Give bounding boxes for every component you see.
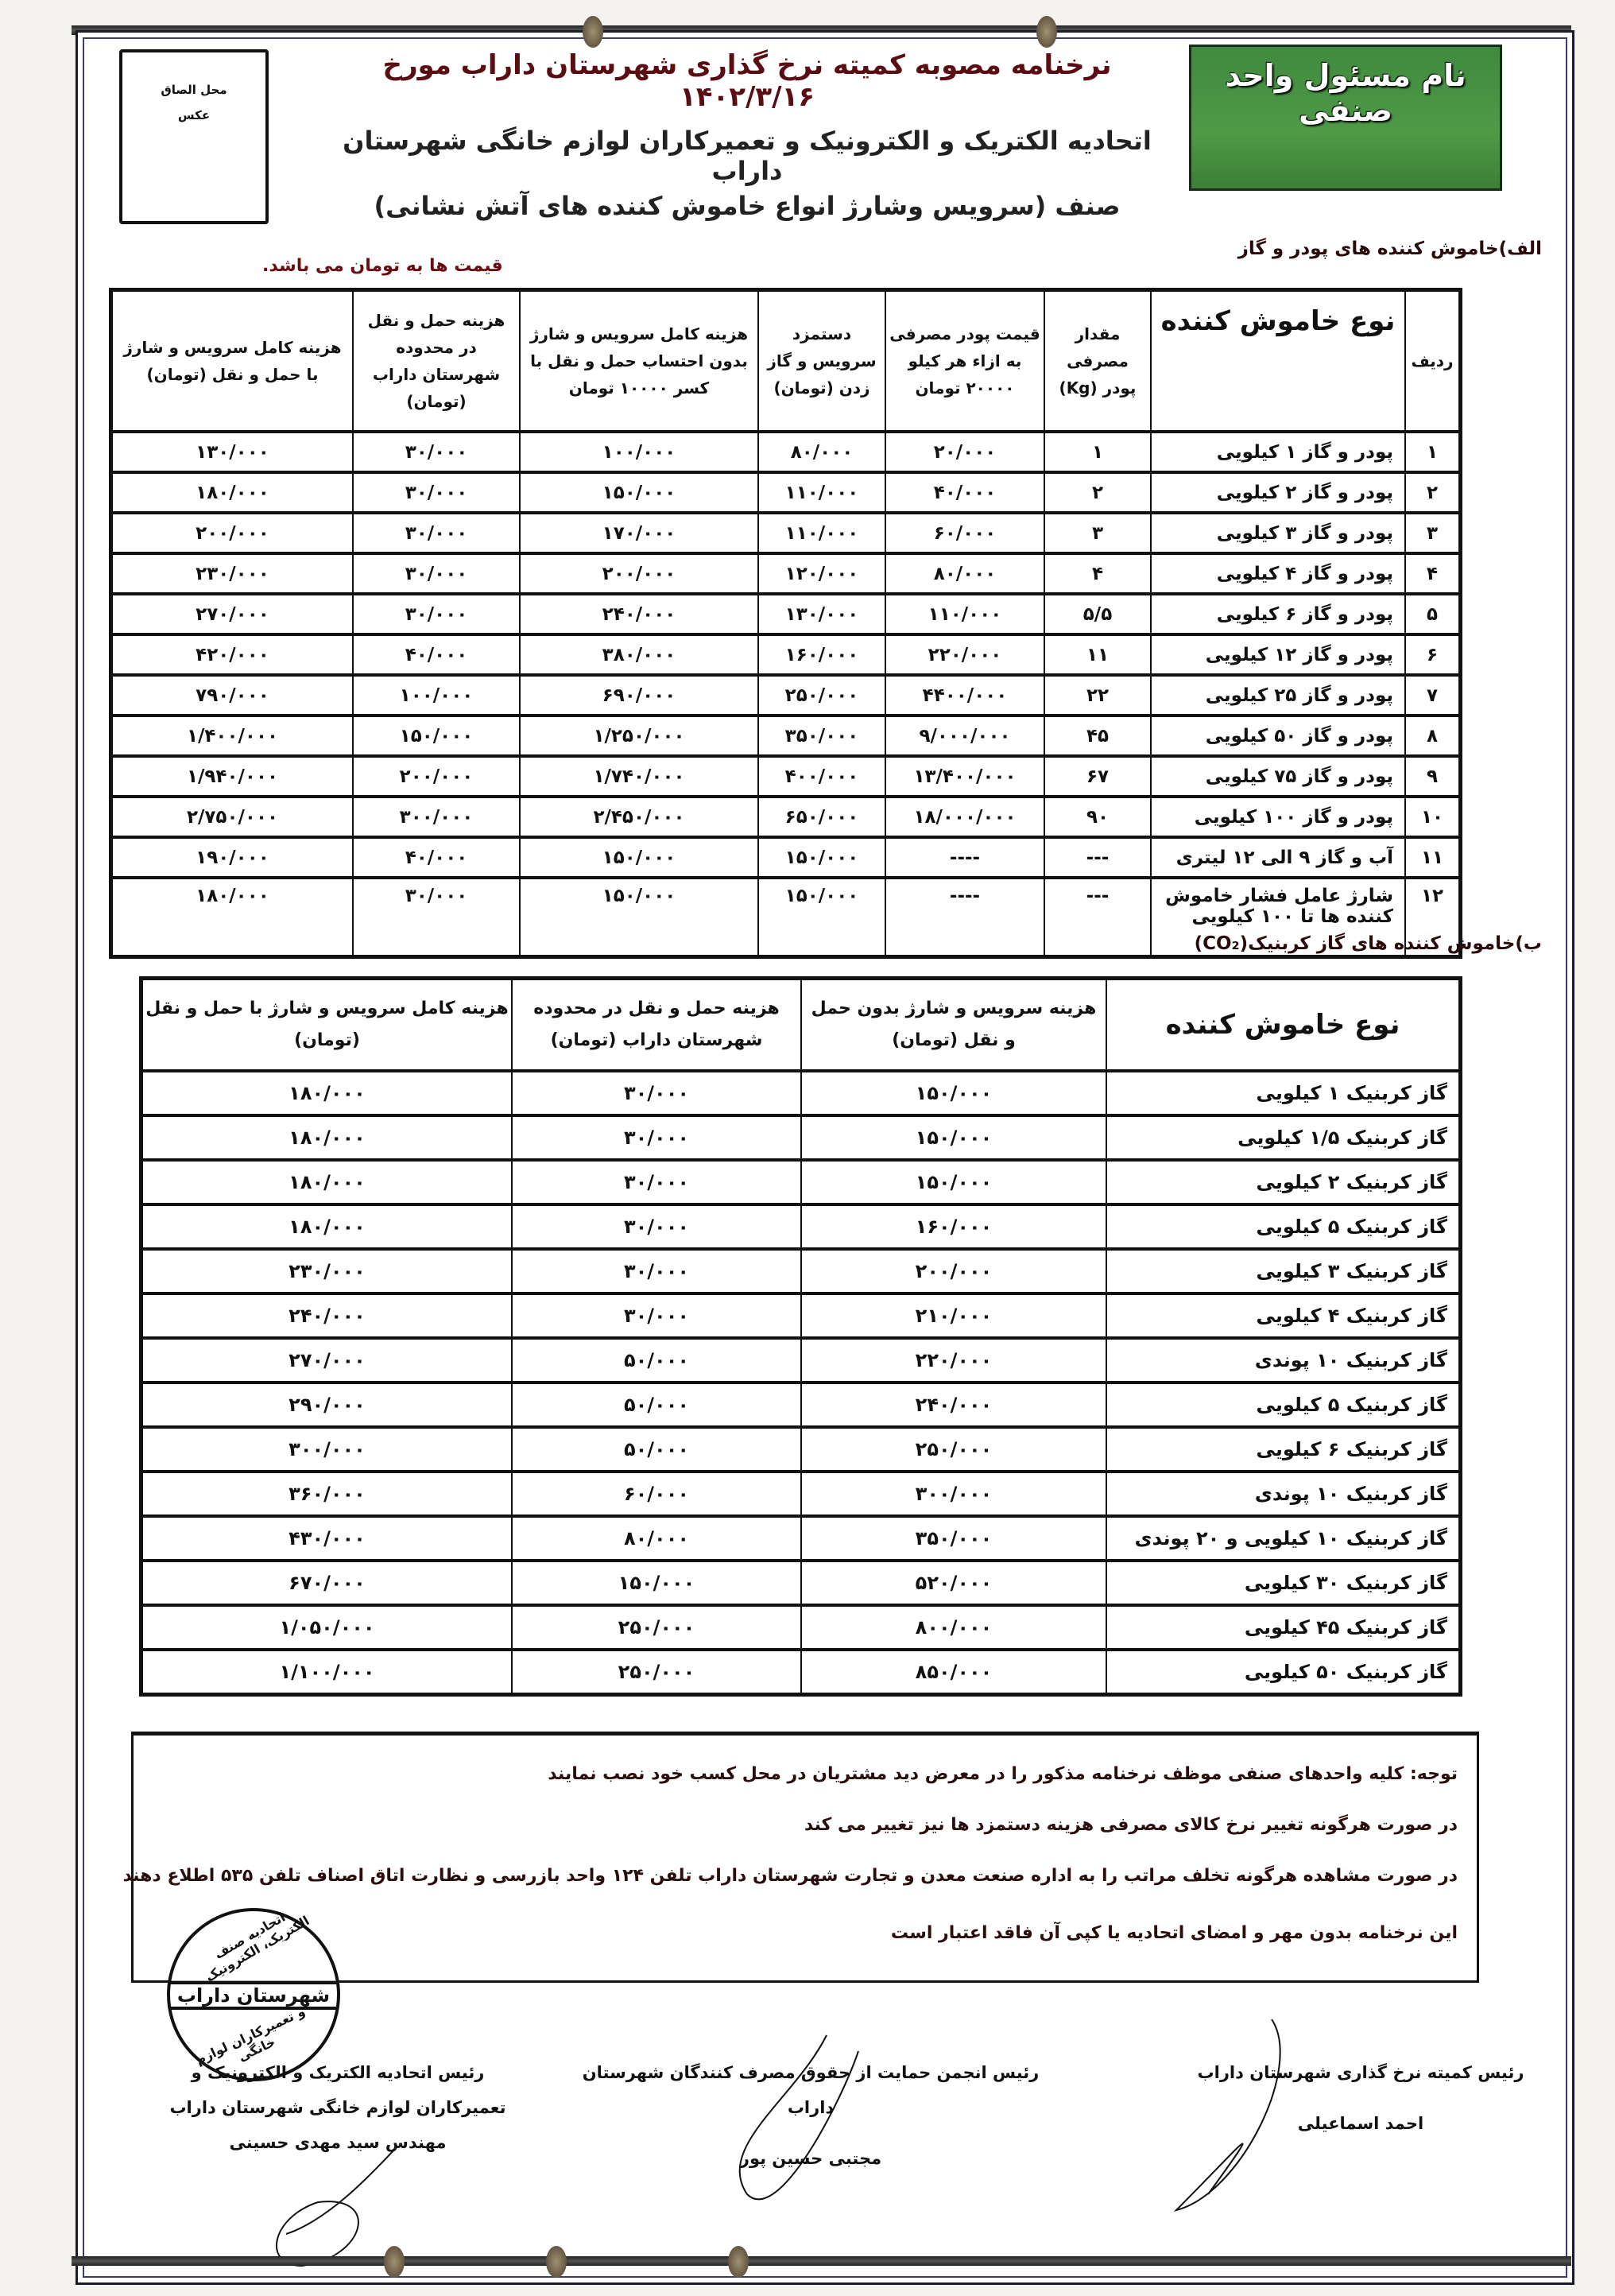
table-row (111, 756, 1461, 797)
cell-total: ۷۹۰/۰۰۰ (111, 675, 354, 716)
cell-type: پودر و گاز ۱۲ کیلویی (1151, 634, 1405, 675)
cell-labor: ۳۵۰/۰۰۰ (758, 716, 885, 756)
cell-no: ۱۱ (1405, 837, 1461, 878)
cell-service: ۱۵۰/۰۰۰ (520, 472, 758, 513)
cell-type: شارژ عامل فشار خاموش کننده ها تا ۱۰۰ کیلویی (1151, 878, 1405, 957)
cell-transport: ۵۰/۰۰۰ (512, 1427, 801, 1472)
cell-powder: ۹/۰۰۰/۰۰۰ (885, 716, 1044, 756)
cell-service: ۱۶۰/۰۰۰ (801, 1204, 1106, 1249)
cell-type: گاز کربنیک ۳۰ کیلویی (1106, 1561, 1461, 1605)
cell-transport: ۳۰/۰۰۰ (512, 1293, 801, 1338)
cell-service: ۱۵۰/۰۰۰ (801, 1071, 1106, 1115)
cell-total: ۲۷۰/۰۰۰ (141, 1338, 513, 1383)
cell-no: ۲ (1405, 472, 1461, 513)
section-b-title: ب)خاموش کننده های گاز کربنیک(CO₂) (1194, 933, 1542, 954)
cell-service: ۸۵۰/۰۰۰ (801, 1650, 1106, 1695)
table-row (141, 1383, 1461, 1427)
cell-powder: ۲۰/۰۰۰ (885, 432, 1044, 472)
cell-service: ۲۴۰/۰۰۰ (520, 594, 758, 634)
cell-transport: ۲۰۰/۰۰۰ (353, 756, 520, 797)
cell-service: ۲۰۰/۰۰۰ (520, 553, 758, 594)
cell-type: گاز کربنیک ۵ کیلویی (1106, 1383, 1461, 1427)
cell-kg: --- (1044, 837, 1151, 878)
cell-powder: ---- (885, 837, 1044, 878)
cell-powder: ۴۴۰۰/۰۰۰ (885, 675, 1044, 716)
stamp-text-top: اتحادیه صنف الکتریک، الکترونیک (203, 1909, 312, 1985)
signature-block-consumer (556, 2055, 1065, 2176)
col-header-total: هزینه کامل سرویس و شارژ با حمل و نقل (تومان) (111, 290, 354, 432)
cell-type: گاز کربنیک ۴ کیلویی (1106, 1293, 1461, 1338)
document-title: نرخنامه مصوبه کمیته نرخ گذاری شهرستان داراب مورخ ۱۴۰۲/۳/۱۶ (382, 49, 1112, 113)
rivet-icon (384, 2246, 405, 2278)
cell-total: ۲۳۰/۰۰۰ (111, 553, 354, 594)
cell-total: ۳۶۰/۰۰۰ (141, 1472, 513, 1516)
signature-role: رئیس انجمن حمایت از حقوق مصرف کنندگان شهرستان داراب (582, 2063, 1040, 2117)
table-row (141, 1249, 1461, 1293)
cell-type: گاز کربنیک ۵ کیلویی (1106, 1204, 1461, 1249)
rivet-icon (546, 2246, 567, 2278)
cell-kg: --- (1044, 878, 1151, 957)
col-header-transport: هزینه حمل و نقل در محدوده شهرستان داراب (تومان) (353, 290, 520, 432)
col-header-powder-price: قیمت پودر مصرفی به ازاء هر کیلو ۲۰۰۰۰ تومان (885, 290, 1044, 432)
cell-labor: ۱۵۰/۰۰۰ (758, 837, 885, 878)
cell-powder: ۱۸/۰۰۰/۰۰۰ (885, 797, 1044, 837)
table-row (141, 1293, 1461, 1338)
table-row (141, 1427, 1461, 1472)
cell-type: گاز کربنیک ۴۵ کیلویی (1106, 1605, 1461, 1650)
cell-kg: ۴۵ (1044, 716, 1151, 756)
cell-transport: ۴۰/۰۰۰ (353, 634, 520, 675)
cell-total: ۱/۱۰۰/۰۰۰ (141, 1650, 513, 1695)
table-row (141, 1472, 1461, 1516)
cell-labor: ۱۱۰/۰۰۰ (758, 513, 885, 553)
cell-total: ۱۸۰/۰۰۰ (111, 472, 354, 513)
cell-total: ۲۳۰/۰۰۰ (141, 1249, 513, 1293)
stamp-text-center: شهرستان داراب (170, 1981, 337, 2010)
cell-powder: ۲۲۰/۰۰۰ (885, 634, 1044, 675)
table-row (111, 432, 1461, 472)
cell-kg: ۲۲ (1044, 675, 1151, 716)
cell-labor: ۲۵۰/۰۰۰ (758, 675, 885, 716)
cell-labor: ۸۰/۰۰۰ (758, 432, 885, 472)
cell-type: گاز کربنیک ۱/۵ کیلویی (1106, 1115, 1461, 1160)
cell-labor: ۱۵۰/۰۰۰ (758, 878, 885, 957)
cell-service: ۳۸۰/۰۰۰ (520, 634, 758, 675)
cell-service: ۱۵۰/۰۰۰ (801, 1115, 1106, 1160)
table-row (141, 1561, 1461, 1605)
cell-service: ۱۰۰/۰۰۰ (520, 432, 758, 472)
cell-type: پودر و گاز ۴ کیلویی (1151, 553, 1405, 594)
cell-type: پودر و گاز ۲ کیلویی (1151, 472, 1405, 513)
cell-no: ۹ (1405, 756, 1461, 797)
cell-labor: ۱۱۰/۰۰۰ (758, 472, 885, 513)
cell-type: آب و گاز ۹ الی ۱۲ لیتری (1151, 837, 1405, 878)
cell-transport: ۱۰۰/۰۰۰ (353, 675, 520, 716)
cell-labor: ۶۵۰/۰۰۰ (758, 797, 885, 837)
notice-line: این نرخنامه بدون مهر و امضای اتحادیه یا کپی آن فاقد اعتبار است (890, 1923, 1458, 1943)
cell-kg: ۵/۵ (1044, 594, 1151, 634)
cell-service: ۱۷۰/۰۰۰ (520, 513, 758, 553)
notice-box (122, 1732, 1479, 1983)
cell-type: پودر و گاز ۳ کیلویی (1151, 513, 1405, 553)
section-a-title: الف)خاموش کننده های پودر و گاز (1237, 239, 1542, 259)
cell-type: پودر و گاز ۱۰۰ کیلویی (1151, 797, 1405, 837)
cell-type: گاز کربنیک ۵۰ کیلویی (1106, 1650, 1461, 1695)
cell-kg: ۴ (1044, 553, 1151, 594)
table-header-row (111, 290, 1461, 432)
cell-total: ۲۴۰/۰۰۰ (141, 1293, 513, 1338)
col-header-type: نوع خاموش کننده (1151, 290, 1405, 432)
col-header-powder-kg: مقدار مصرفی پودر (Kg) (1044, 290, 1151, 432)
cell-total: ۳۰۰/۰۰۰ (141, 1427, 513, 1472)
cell-service: ۲/۴۵۰/۰۰۰ (520, 797, 758, 837)
table-row (141, 1516, 1461, 1561)
table-row (111, 675, 1461, 716)
cell-transport: ۳۰/۰۰۰ (353, 878, 520, 957)
cell-powder: ۴۰/۰۰۰ (885, 472, 1044, 513)
photo-label: محل الصاق (161, 83, 227, 97)
cell-labor: ۱۶۰/۰۰۰ (758, 634, 885, 675)
cell-service: ۶۹۰/۰۰۰ (520, 675, 758, 716)
col-header-labor: دستمزد سرویس و گاز زدن (تومان) (758, 290, 885, 432)
cell-total: ۱۸۰/۰۰۰ (111, 878, 354, 957)
signature-block-committee (1194, 2055, 1528, 2141)
cell-transport: ۵۰/۰۰۰ (512, 1383, 801, 1427)
col-header-transport: هزینه حمل و نقل در محدوده شهرستان داراب (تومان) (512, 979, 801, 1072)
cell-service: ۸۰۰/۰۰۰ (801, 1605, 1106, 1650)
cell-transport: ۳۰/۰۰۰ (353, 472, 520, 513)
cell-no: ۱ (1405, 432, 1461, 472)
cell-type: گاز کربنیک ۱۰ پوندی (1106, 1472, 1461, 1516)
unit-manager-label: نام مسئول واحد صنفی (1225, 58, 1466, 128)
cell-service: ۲۱۰/۰۰۰ (801, 1293, 1106, 1338)
cell-total: ۱۳۰/۰۰۰ (111, 432, 354, 472)
col-header-service-cost: هزینه کامل سرویس و شارژ بدون احتساب حمل و نقل با کسر ۱۰۰۰۰ تومان (520, 290, 758, 432)
cell-labor: ۱۳۰/۰۰۰ (758, 594, 885, 634)
cell-total: ۲۷۰/۰۰۰ (111, 594, 354, 634)
cell-labor: ۱۲۰/۰۰۰ (758, 553, 885, 594)
cell-no: ۴ (1405, 553, 1461, 594)
table-row (111, 553, 1461, 594)
cell-kg: ۳ (1044, 513, 1151, 553)
cell-total: ۱۸۰/۰۰۰ (141, 1115, 513, 1160)
cell-transport: ۱۵۰/۰۰۰ (512, 1561, 801, 1605)
cell-kg: ۱۱ (1044, 634, 1151, 675)
bottom-border-rule (72, 2256, 1571, 2266)
cell-total: ۲/۷۵۰/۰۰۰ (111, 797, 354, 837)
cell-total: ۱۸۰/۰۰۰ (141, 1071, 513, 1115)
cell-total: ۲۹۰/۰۰۰ (141, 1383, 513, 1427)
cell-powder: ۱۱۰/۰۰۰ (885, 594, 1044, 634)
cell-type: گاز کربنیک ۳ کیلویی (1106, 1249, 1461, 1293)
union-name: اتحادیه الکتریک و الکترونیک و تعمیرکاران لوازم خانگی شهرستان داراب (343, 126, 1152, 186)
cell-service: ۲۲۰/۰۰۰ (801, 1338, 1106, 1383)
table-row (111, 513, 1461, 553)
photo-label: عکس (177, 108, 211, 122)
cell-type: گاز کربنیک ۱۰ کیلویی و ۲۰ پوندی (1106, 1516, 1461, 1561)
table-row (141, 1071, 1461, 1115)
cell-labor: ۴۰۰/۰۰۰ (758, 756, 885, 797)
cell-service: ۱/۲۵۰/۰۰۰ (520, 716, 758, 756)
cell-transport: ۳۰/۰۰۰ (512, 1115, 801, 1160)
cell-transport: ۱۵۰/۰۰۰ (353, 716, 520, 756)
cell-kg: ۹۰ (1044, 797, 1151, 837)
cell-no: ۵ (1405, 594, 1461, 634)
cell-transport: ۲۵۰/۰۰۰ (512, 1650, 801, 1695)
table-row (111, 594, 1461, 634)
cell-no: ۶ (1405, 634, 1461, 675)
cell-transport: ۳۰/۰۰۰ (353, 513, 520, 553)
stamp-text-bottom: و تعمیرکاران لوازم خانگی (193, 2003, 308, 2068)
cell-transport: ۳۰/۰۰۰ (512, 1204, 801, 1249)
rivet-icon (1036, 16, 1057, 48)
cell-no: ۱۲ (1405, 878, 1461, 957)
cell-kg: ۲ (1044, 472, 1151, 513)
table-row (141, 1115, 1461, 1160)
signature-role: رئیس کمیته نرخ گذاری شهرستان داراب (1197, 2063, 1524, 2082)
cell-transport: ۵۰/۰۰۰ (512, 1338, 801, 1383)
signature-block-union (139, 2055, 536, 2160)
cell-transport: ۳۰/۰۰۰ (353, 553, 520, 594)
col-header-service: هزینه سرویس و شارژ بدون حمل و نقل (تومان) (801, 979, 1106, 1072)
cell-total: ۱/۴۰۰/۰۰۰ (111, 716, 354, 756)
cell-service: ۲۴۰/۰۰۰ (801, 1383, 1106, 1427)
cell-type: گاز کربنیک ۲ کیلویی (1106, 1160, 1461, 1204)
cell-transport: ۳۰/۰۰۰ (353, 432, 520, 472)
cell-service: ۱۵۰/۰۰۰ (801, 1160, 1106, 1204)
cell-type: گاز کربنیک ۱ کیلویی (1106, 1071, 1461, 1115)
cell-type: پودر و گاز ۵۰ کیلویی (1151, 716, 1405, 756)
notice-line: توجه: کلیه واحدهای صنفی موظف نرخنامه مذکور را در معرض دید مشتریان در محل کسب خود نصب نمایند (548, 1764, 1458, 1784)
cell-service: ۲۰۰/۰۰۰ (801, 1249, 1106, 1293)
cell-service: ۳۵۰/۰۰۰ (801, 1516, 1106, 1561)
cell-transport: ۳۰/۰۰۰ (512, 1160, 801, 1204)
cell-service: ۱/۷۴۰/۰۰۰ (520, 756, 758, 797)
table-row (141, 1605, 1461, 1650)
cell-service: ۳۰۰/۰۰۰ (801, 1472, 1106, 1516)
table-header-row (141, 979, 1461, 1072)
unit-manager-name-box (1189, 45, 1502, 191)
cell-powder: ۱۳/۴۰۰/۰۰۰ (885, 756, 1044, 797)
cell-type: پودر و گاز ۲۵ کیلویی (1151, 675, 1405, 716)
cell-total: ۱۸۰/۰۰۰ (141, 1204, 513, 1249)
cell-transport: ۲۵۰/۰۰۰ (512, 1605, 801, 1650)
cell-transport: ۳۰/۰۰۰ (353, 594, 520, 634)
cell-powder: ۸۰/۰۰۰ (885, 553, 1044, 594)
cell-total: ۱۸۰/۰۰۰ (141, 1160, 513, 1204)
cell-total: ۲۰۰/۰۰۰ (111, 513, 354, 553)
cell-transport: ۶۰/۰۰۰ (512, 1472, 801, 1516)
table-row (141, 1204, 1461, 1249)
cell-type: پودر و گاز ۱ کیلویی (1151, 432, 1405, 472)
cell-service: ۱۵۰/۰۰۰ (520, 837, 758, 878)
cell-type: گاز کربنیک ۶ کیلویی (1106, 1427, 1461, 1472)
cell-no: ۷ (1405, 675, 1461, 716)
col-header-row-no: ردیف (1405, 290, 1461, 432)
table-row (111, 797, 1461, 837)
cell-total: ۴۳۰/۰۰۰ (141, 1516, 513, 1561)
cell-transport: ۳۰/۰۰۰ (512, 1249, 801, 1293)
cell-total: ۱/۰۵۰/۰۰۰ (141, 1605, 513, 1650)
signature-name: مهندس سید مهدی حسینی (229, 2133, 447, 2152)
table-row (111, 634, 1461, 675)
table-row (141, 1160, 1461, 1204)
table-row (141, 1650, 1461, 1695)
cell-transport: ۳۰۰/۰۰۰ (353, 797, 520, 837)
cell-transport: ۴۰/۰۰۰ (353, 837, 520, 878)
cell-transport: ۳۰/۰۰۰ (512, 1071, 801, 1115)
signature-role: رئیس اتحادیه الکتریک و الکترونیک و (191, 2063, 485, 2082)
signature-name: احمد اسماعیلی (1297, 2114, 1424, 2133)
rivet-icon (728, 2246, 749, 2278)
notice-line: در صورت مشاهده هرگونه تخلف مراتب را به اداره صنعت معدن و تجارت شهرستان داراب تلفن ۱۲۴ واحد بازرسی و نظارت اتاق اصناف تلفن ۵۳۵ اطلاع دهند (122, 1866, 1458, 1886)
table-row (111, 716, 1461, 756)
cell-powder: ---- (885, 878, 1044, 957)
cell-powder: ۶۰/۰۰۰ (885, 513, 1044, 553)
signature-role: تعمیرکاران لوازم خانگی شهرستان داراب (169, 2098, 506, 2117)
rivet-icon (583, 16, 603, 48)
cell-type: گاز کربنیک ۱۰ پوندی (1106, 1338, 1461, 1383)
cell-kg: ۱ (1044, 432, 1151, 472)
cell-transport: ۸۰/۰۰۰ (512, 1516, 801, 1561)
table-row (141, 1338, 1461, 1383)
cell-total: ۶۷۰/۰۰۰ (141, 1561, 513, 1605)
table-row (111, 472, 1461, 513)
cell-no: ۸ (1405, 716, 1461, 756)
cell-total: ۴۲۰/۰۰۰ (111, 634, 354, 675)
cell-kg: ۶۷ (1044, 756, 1151, 797)
notice-line: در صورت هرگونه تغییر نرخ کالای مصرفی هزینه دستمزد ها نیز تغییر می کند (804, 1815, 1458, 1835)
signature-name: مجتبی حسین پور (739, 2149, 882, 2168)
cell-total: ۱/۹۴۰/۰۰۰ (111, 756, 354, 797)
powder-gas-price-table (109, 288, 1462, 959)
col-header-total: هزینه کامل سرویس و شارژ با حمل و نقل (تومان) (141, 979, 513, 1072)
table-row (111, 837, 1461, 878)
photo-placeholder (119, 49, 269, 224)
cell-service: ۲۵۰/۰۰۰ (801, 1427, 1106, 1472)
price-currency-note: قیمت ها به تومان می باشد. (262, 256, 503, 276)
cell-no: ۱۰ (1405, 797, 1461, 837)
cell-service: ۵۲۰/۰۰۰ (801, 1561, 1106, 1605)
co2-price-table (139, 976, 1462, 1697)
cell-type: پودر و گاز ۷۵ کیلویی (1151, 756, 1405, 797)
cell-type: پودر و گاز ۶ کیلویی (1151, 594, 1405, 634)
cell-service: ۱۵۰/۰۰۰ (520, 878, 758, 957)
cell-total: ۱۹۰/۰۰۰ (111, 837, 354, 878)
cell-no: ۳ (1405, 513, 1461, 553)
category-title: صنف (سرویس وشارژ انواع خاموش کننده های آتش نشانی) (374, 191, 1121, 221)
col-header-type: نوع خاموش کننده (1106, 979, 1461, 1072)
